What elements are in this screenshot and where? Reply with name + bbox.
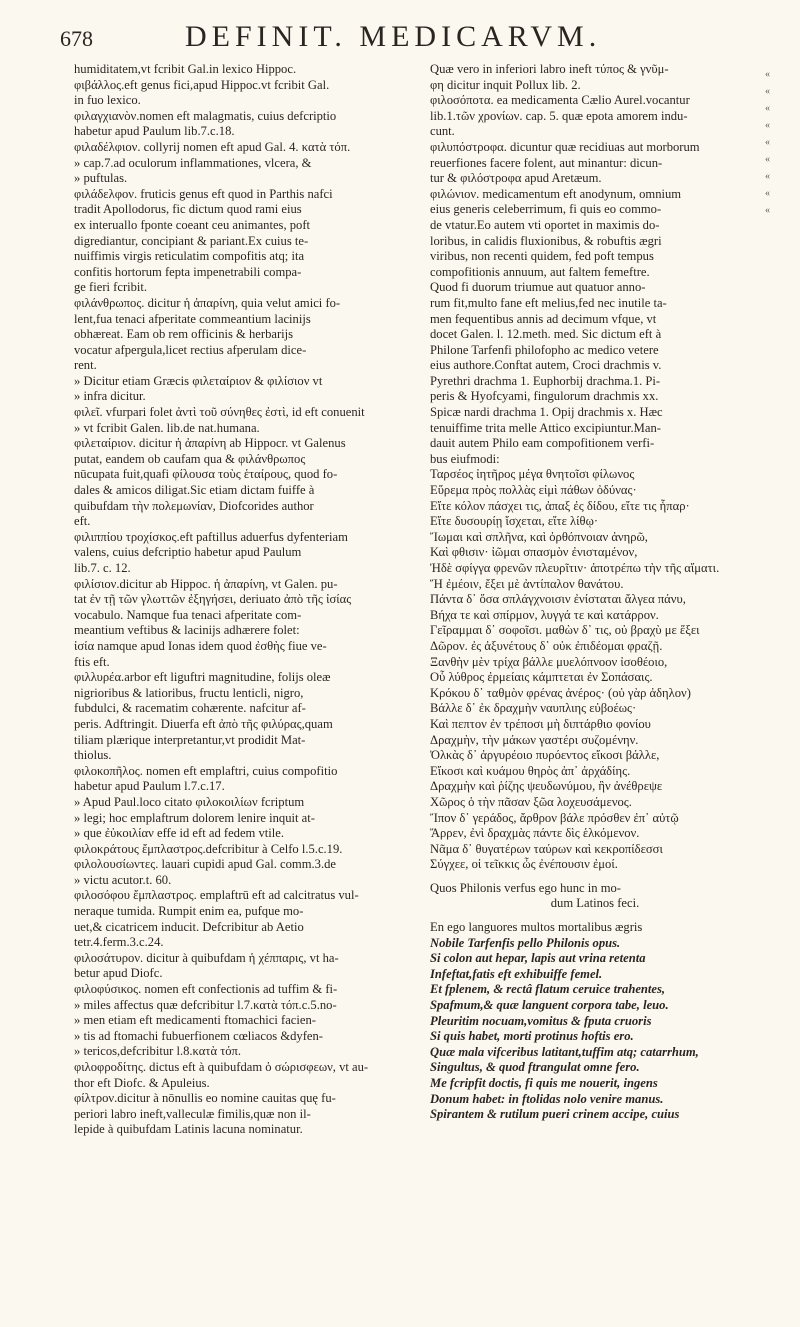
text-line: Χῶρος ὁ τὴν πᾶσαν ξῶα λοχευσάμενος. [430, 794, 632, 809]
text-line: » tericos,defcribitur l.8.κατὰ τόπ. [74, 1044, 242, 1059]
text-line: Βήχα τε καὶ σπίρμον, λυγγά τε καὶ κατάρρον. [430, 607, 659, 622]
text-line: dauit autem Philo eam compofitionem verfi- [430, 436, 655, 451]
text-line: φιλώνιον. medicamentum eft anodynum, omnium [430, 186, 682, 201]
text-line: φιλίσιον.dicitur ab Hippoc. ἡ ἀπαρίνη, vt Galen. pu- [74, 576, 338, 591]
text-line: dum Latinos feci. [550, 896, 640, 911]
text-line: Quæ mala vifceribus latitant,tuffim atq; catarrhum, [430, 1044, 699, 1059]
text-line: φιλεῖ. vfurpari folet ἀντὶ τοῦ σύνηθες ἐστὶ, id eft conuenit [74, 405, 365, 420]
text-line: bus eiufmodi: [430, 451, 500, 466]
text-line: confitis hortorum fepta impenetrabili compa- [74, 264, 302, 279]
text-line: φη dicitur inquit Pollux lib. 2. [430, 77, 581, 92]
text-line: eft. [74, 514, 91, 529]
text-line: φιλάνθρωπος. dicitur ἡ ἀπαρίνη, quia velut amici fo- [74, 295, 341, 310]
page-number: 678 [60, 26, 93, 51]
text-line: Ἴπον δ᾽ γεράδος, ἄρθρον βάλε πρόσθεν ἐπ᾽ αὐτῷ [430, 810, 679, 825]
text-line: φιλοσάτυρον. dicitur à quibufdam ἡ χέππαρις, vt ha- [74, 950, 339, 965]
text-line: Βάλλε δ᾽ ἐκ δραχμὴν ναυπλιης εὐβοέως· [430, 701, 637, 716]
text-line: Pleuritim nocuam,vomitus & fputa cruoris [430, 1013, 652, 1028]
text-line: Ἥ ἐμέοιν, ἔξει μὲ ἀντίπαλον θανάτου. [430, 576, 624, 591]
text-line: Γεῖραμμαι δ᾽ σοφοῖσι. μαθὼν δ᾽ τις, οὐ βραχὺ με ἕξει [430, 623, 700, 638]
text-line: Δραχμὴν, τὴν μάκων γαστέρι συζομένην. [430, 732, 639, 747]
text-line: uet,& cicatricem inducit. Defcribitur ab Aetio [74, 919, 304, 934]
text-line: valens, cuius defcriptio habetur apud Paulum [74, 545, 302, 560]
text-line: Νᾶμα δ᾽ θυγατέρων ταύρων καὶ κεκροπίδεσσι [430, 841, 663, 856]
text-line: peris. Adftringit. Diuerfa eft ἀπὸ τῆς φιλύρας,quam [74, 716, 333, 731]
text-line: tradit Apollodorus, fic dictum quod rami eius [74, 202, 302, 217]
text-line: φιλαγχιανὸν.nomen eft malagmatis, cuius defcriptio [74, 108, 337, 123]
margin-mark: « [765, 69, 770, 80]
text-line: thiolus. [74, 748, 112, 763]
text-line: putat, eandem ob caufam qua & φιλάνθρωπος [74, 451, 306, 466]
text-line: Πάντα δ᾽ ὅσα σπλάγχνοισιν ἐνίσταται ἄλγεα πάνυ, [430, 592, 686, 607]
text-line: Ταρσέος ἰητῆρος μέγα θνητοῖσι φίλωνος [430, 467, 635, 482]
text-line: nigrioribus & latioribus, fructu lenticli, nigro, [74, 685, 304, 700]
text-line: Philone Tarfenfi philofopho ac medico vetere [430, 342, 659, 357]
text-line: vocatur afpergula,licet rectius afperulam dice- [74, 342, 307, 357]
page-header [60, 20, 770, 54]
text-line: φιλολουσίωντες. lauari cupidi apud Gal. comm.3.de [74, 857, 337, 872]
text-line: eius generis celeberrimum, fi quis eo commo- [430, 202, 662, 217]
text-line: Εἴτε δυσουρίῃ ἴσχεται, εἴτε λίθῳ· [430, 514, 599, 529]
text-line: Quod fi duorum triumue aut quatuor anno- [430, 280, 646, 295]
text-line: Pyrethri drachma 1. Euphorbij drachma.1. Pi- [430, 373, 661, 388]
text-line: Me fcripfit doctis, fi quis me nouerit, ingens [430, 1076, 658, 1090]
text-line: Infeftat,fatis eft exhibuiffe femel. [430, 966, 603, 981]
margin-mark: « [765, 86, 770, 97]
text-line: ex interuallo fponte coeant ceu animantes, poft [74, 217, 311, 232]
margin-mark: « [765, 103, 770, 114]
text-line: nūcupata fuit,quafi φίλουσα τοὺς ἑταίρους, quod fo- [74, 467, 338, 482]
text-line: » legi; hoc emplaftrum dolorem lenire inquit at- [74, 810, 315, 825]
text-line: lepide à quibufdam Latinis lacuna nominatur. [74, 1122, 303, 1137]
text-line: quibufdam τὴν πολεμωνίαν, Diofcorides author [74, 498, 314, 513]
text-line: » infra dicitur. [74, 389, 146, 404]
text-line: Nobile Tarfenfis pello Philonis opus. [430, 935, 621, 950]
text-line: Οὗ λύθρος ἐρμείαις κάμπτεται ἐν Σοπάσαις. [430, 670, 653, 685]
text-line: Spicæ nardi drachma 1. Opij drachmis x. Hæc [430, 405, 663, 420]
text-line: humiditatem,vt fcribit Gal.in lexico Hippoc. [74, 62, 297, 76]
text-line: Ξανθὴν μὲν τρίχα βάλλε μυελόπνοον ἰσοθέοιο, [430, 654, 668, 669]
text-line: » Dicitur etiam Græcis φιλεταίριον & φιλίσιον vt [74, 373, 323, 388]
text-line: docet Galen. l. 12.meth. med. Sic dictum eft à [430, 327, 662, 342]
text-line: Si colon aut hepar, lapis aut vrina retenta [430, 951, 646, 966]
text-line: Et fplenem, & rectâ flatum ceruice trahentes, [430, 982, 666, 997]
text-line: tur & φιλόστροφα apud Aretæum. [430, 171, 602, 186]
text-line: lent,fua tenaci afperitate commeantium lacinijs [74, 311, 311, 326]
text-line: digrediantur, concipiant & pariant.Ex cuius te- [74, 233, 309, 248]
text-line: meantium veftibus & lacinijs adhærere folet: [74, 623, 300, 638]
text-line: φιλαδέλφιον. collyrij nomen eft apud Gal. 4. κατὰ τόπ. [74, 139, 351, 154]
text-line: » cap.7.ad oculorum inflammationes, vlcera, & [74, 155, 312, 170]
text-line: » tis ad ftomachi fubuerfionem cœliacos &dyfen- [74, 1028, 323, 1043]
text-line: obhæreat. Eam ob rem officinis & herbarijs [74, 327, 294, 342]
text-line: Quos Philonis verfus ego hunc in mo- [430, 880, 621, 895]
text-line: Δῶρον. ἐς ἀξυνέτους δ᾽ οὐκ ἐπιδέομαι φραζῇ. [430, 638, 663, 653]
text-line: vocabulo. Namque fua tenaci afperitate com- [74, 607, 302, 622]
text-line: thor eft Diofc. & Apuleius. [74, 1075, 210, 1090]
text-line: reuerfiones facere folent, aut minantur: dicun- [430, 155, 663, 170]
margin-mark: « [765, 188, 770, 199]
text-line: betur apud Diofc. [74, 966, 163, 981]
text-line: φιλοφροδίτης. dictus eft à quibufdam ὁ σώρισφεων, vt au- [74, 1060, 369, 1074]
text-line: φιλοφύσικος. nomen eft confectionis ad tuffim & fi- [74, 982, 338, 997]
margin-mark: « [765, 120, 770, 131]
text-line: Εἴτε κόλον πάσχει τις, ἀπαξ ἐς δίδου, εἴτε τις ἧπαρ· [430, 498, 690, 513]
text-line: Ἄρρεν, ἐνὶ δραχμὰς πάντε δὶς ἑλκόμενον. [430, 826, 640, 841]
text-line: φίλτρον.dicitur à nōnullis eo nomine cauitas quę fu- [74, 1091, 336, 1106]
text-line: » Apud Paul.loco citato φιλοκοιλίων fcriptum [74, 794, 305, 809]
text-line: rent. [74, 358, 97, 373]
text-line: periori labro ineft,valleculæ fimilis,quæ non il- [74, 1106, 311, 1121]
text-line: dales & amicos diligat.Sic etiam dictam fuiffe à [74, 483, 315, 498]
text-line: » vt fcribit Galen. lib.de nat.humana. [74, 420, 260, 435]
margin-mark: « [765, 137, 770, 148]
text-line: cunt. [430, 124, 455, 139]
text-line: lib.1.τῶν χρονίων. cap. 5. quæ epota amorem indu- [430, 108, 688, 123]
text-line: Καὶ φθισιν· ἰῶμαι σπασμὸν ἐνισταμένον, [430, 545, 638, 560]
text-line: habetur apud Paulum l.7.c.17. [74, 779, 225, 794]
margin-mark: « [765, 171, 770, 182]
text-line: compofitionis annuum, aut faltem femeftre. [430, 264, 650, 279]
text-line: de vtatur.Eo autem vti oportet in maximis do- [430, 217, 660, 232]
text-line: Singultus, & quod ftrangulat omne fero. [430, 1060, 640, 1075]
margin-mark: « [765, 205, 770, 216]
text-line: Spafmum,& quæ languent corpora tabe, leuo. [430, 998, 669, 1013]
text-line: Ὀλκὰς δ᾽ ἀργυρέοιο πυρόεντος εἴκοσι βάλλε, [430, 748, 660, 763]
text-line: Donum habet: in ftolidas nolo venire manus. [430, 1091, 664, 1106]
text-line: » que ἐὐκοιλίαν effe id eft ad fedem vtile. [74, 826, 285, 841]
text-line: » men etiam eft medicamenti ftomachici facien- [74, 1013, 316, 1028]
text-line: » puftulas. [74, 171, 128, 186]
text-line: Si quis habet, morti protinus hoftis ero. [430, 1029, 634, 1044]
text-line: rum fit,multo fane eft melius,fed nec inutile ta- [430, 295, 667, 310]
running-head: DEFINIT. MEDICARVM. [185, 20, 602, 53]
text-line: tetr.4.ferm.3.c.24. [74, 935, 164, 950]
text-line: nuiffimis virgis reticulatim compofitis atq; ita [74, 249, 305, 264]
text-line: » victu acutor.t. 60. [74, 872, 172, 887]
text-line [430, 873, 760, 881]
text-line: Ἴωμαι καὶ σπλῆνα, καὶ ὀρθόπνοιαν ἀνηρῶ, [430, 529, 648, 544]
text-line: ἰσία namque apud Ionas idem quod ἐσθὴς fiue ve- [74, 638, 327, 653]
text-line [430, 912, 760, 920]
text-line: loribus, in calidis fluxionibus, & robuftis ægri [430, 233, 662, 248]
right-column [430, 62, 760, 1123]
text-line: φιλοκράτους ἔμπλαστρος.defcribitur à Celfo l.5.c.19. [74, 841, 343, 856]
text-line: φιλλυρέα.arbor eft liguftri magnitudine, folijs oleæ [74, 670, 331, 685]
text-line: Κρόκου δ᾽ ταθμὸν φρένας ἀνέρος· (οὐ γὰρ ἀδηλον) [430, 685, 691, 700]
text-line: peris & Hyofcyami, fingulorum drachmis xx. [430, 389, 659, 404]
text-line: » miles affectus quæ defcribitur l.7.κατὰ τόπ.c.5.no- [74, 997, 337, 1012]
text-line: Quæ vero in inferiori labro ineft τύπος & γνῦμ- [430, 62, 669, 76]
text-line: Εἴκοσι καὶ κυάμου θηρὸς ἀπ᾽ ἀρχάδίης. [430, 763, 631, 778]
text-line: eius authore.Conftat autem, Croci drachmis v. [430, 358, 662, 373]
text-line: tat ἐν τῇ τῶν γλωττῶν ἐξηγήσει, deriuato ἀπὸ τῆς ἰσίας [74, 592, 352, 607]
text-line: fubdulci, & racematim cohærente. nafcitur af- [74, 701, 306, 716]
text-line: φιβάλλος.eft genus fici,apud Hippoc.vt fcribit Gal. [74, 77, 330, 92]
text-line: En ego languores multos mortalibus ægris [430, 920, 643, 935]
text-line: lib.7. c. 12. [74, 561, 131, 575]
text-line: ftis eft. [74, 654, 110, 669]
text-line: in fuo lexico. [74, 93, 141, 108]
text-line: tiliam plærique interpretantur,vt prodidit Mat- [74, 732, 306, 747]
left-column [74, 62, 414, 1138]
text-line: viribus, non recenti quidem, fed poft tempus [430, 249, 654, 264]
text-line: neraque tumida. Rumpit enim ea, pufque mo- [74, 904, 304, 919]
margin-marks [765, 68, 770, 221]
text-line: φιλάδελφον. fruticis genus eft quod in Parthis nafci [74, 186, 333, 201]
text-line: tenuiffime trita melle Attico excipiuntur.Man- [430, 420, 661, 435]
text-line: ge fieri fcribit. [74, 280, 148, 295]
text-line: φιλοκοπῆλος. nomen eft emplaftri, cuius compofitio [74, 763, 338, 778]
text-line: Εὕρεμα πρὸς πολλὰς εἰμὶ πάθων ὀδύνας· [430, 483, 637, 498]
text-line: men fequentibus annis ad decimum vfque, vt [430, 311, 657, 326]
text-line: φιλιππίου τροχίσκος.eft paftillus aduerfus dyfenteriam [74, 529, 348, 544]
text-line: Spirantem & rutilum pueri crinem accipe, cuius [430, 1107, 680, 1122]
text-line: φιλοσόποτα. ea medicamenta Cælio Aurel.vocantur [430, 93, 690, 108]
text-line: Δραχμὴν καὶ ῥίζης ψευδωνύμου, ἣν ἀνέθρεψε [430, 779, 663, 794]
text-line: φιλεταίριον. dicitur ἡ ἀπαρίνη ab Hippocr. vt Galenus [74, 436, 346, 451]
text-line: φιλοσόφου ἔμπλαστρος. emplaftrū eft ad calcitratus vul- [74, 888, 359, 903]
margin-mark: « [765, 154, 770, 165]
text-line: habetur apud Paulum lib.7.c.18. [74, 124, 235, 139]
text-line: Καὶ πεπτον ἐν τρέποσι μὴ διπτάρθιο φονίου [430, 716, 651, 731]
text-line: Σύγχεε, οἱ τεῖκκις ὦς ἐνέπουσιν ἐμοί. [430, 857, 618, 872]
text-line: φιλυπόστροφα. dicuntur quæ recidiuas aut morborum [430, 139, 700, 154]
text-line: Ἠδὲ σφίγγα φρενῶν πλευρῖτιν· ἀποτρέπω τὴν τῆς αἵματι. [430, 561, 720, 575]
